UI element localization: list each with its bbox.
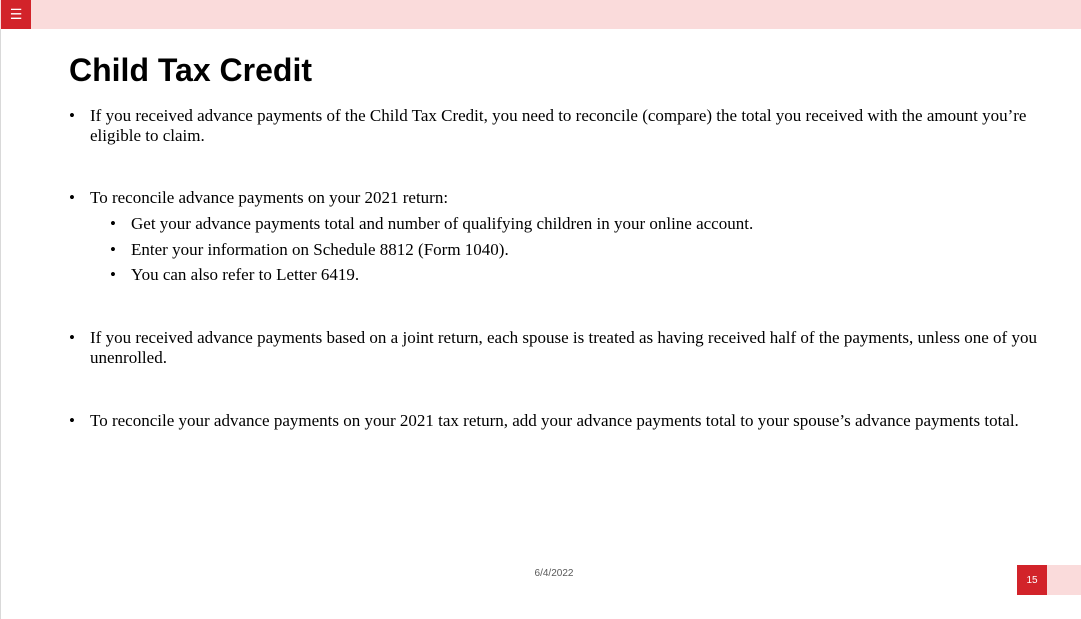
bullet-dot: • — [69, 328, 75, 347]
bullet-text: If you received advance payments of the Child Tax Credit, you need to reconcile (compare) the total you received with the amount you’re eligible to claim. — [90, 106, 1027, 145]
bullet-text: If you received advance payments based on a joint return, each spouse is treated as having received half of the payments, unless one of you unenrolled. — [90, 328, 1037, 367]
footer-date: 6/4/2022 — [534, 568, 574, 579]
bullet-item — [69, 188, 1039, 208]
bullet-dot: • — [69, 188, 75, 207]
bullet-dot: • — [110, 265, 116, 284]
left-divider — [0, 29, 1, 619]
menu-button[interactable] — [1, 0, 31, 29]
bullet-dot: • — [69, 106, 75, 125]
sub-bullet-item — [110, 240, 1030, 260]
sub-bullet-text: Get your advance payments total and number of qualifying children in your online account. — [131, 214, 754, 233]
bullet-text: To reconcile advance payments on your 2021 return: — [90, 188, 449, 207]
bullet-text: To reconcile your advance payments on your 2021 tax return, add your advance payments total to your spouse’s advance payments total. — [90, 411, 1019, 430]
page-number: 15 — [1017, 565, 1047, 595]
sub-bullet-text: You can also refer to Letter 6419. — [131, 265, 360, 284]
hamburger-menu-icon: ☰ — [9, 6, 23, 23]
top-band — [0, 0, 1081, 29]
bullet-dot: • — [110, 240, 116, 259]
page-number-band — [1047, 565, 1081, 595]
bullet-item — [69, 411, 1039, 431]
bullet-item — [69, 106, 1039, 146]
slide-title: Child Tax Credit — [69, 52, 312, 88]
bullet-item — [69, 328, 1039, 368]
bullet-dot: • — [69, 411, 75, 430]
sub-bullet-item — [110, 214, 1030, 234]
bullet-dot: • — [110, 214, 116, 233]
sub-bullet-item — [110, 265, 1030, 285]
sub-bullet-text: Enter your information on Schedule 8812 (Form 1040). — [131, 240, 509, 259]
